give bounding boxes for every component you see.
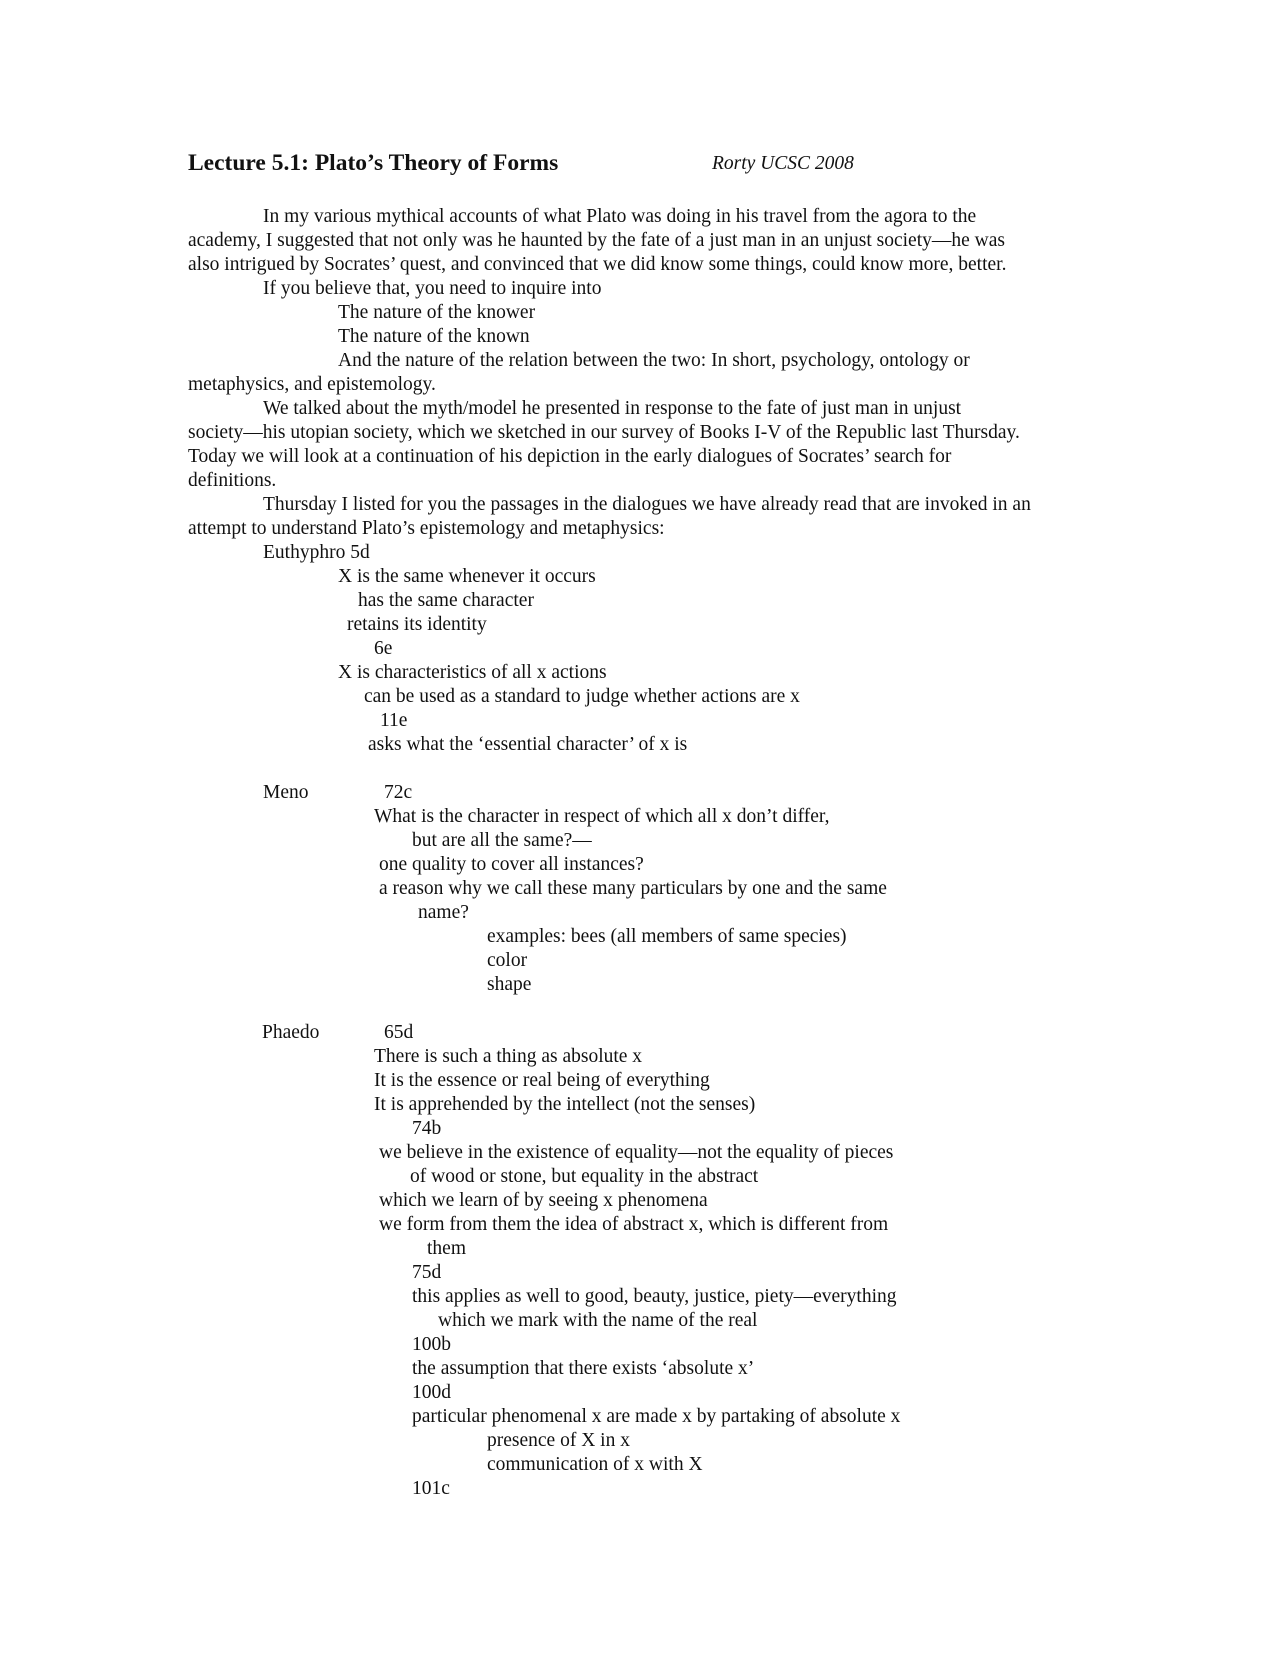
passage-ref: 6e: [374, 638, 393, 659]
text-line: has the same character: [358, 590, 534, 611]
text-line: a reason why we call these many particulars by one and the same: [379, 878, 887, 899]
author-line: Rorty UCSC 2008: [712, 153, 854, 174]
text-line: attempt to understand Plato’s epistemology and metaphysics:: [188, 518, 665, 539]
text-line: presence of X in x: [487, 1430, 630, 1451]
passage-ref: 100b: [412, 1334, 451, 1355]
passage-ref: 11e: [380, 710, 408, 731]
passage-ref: 65d: [384, 1022, 414, 1043]
passage-ref: 75d: [412, 1262, 442, 1283]
text-line: also intrigued by Socrates’ quest, and convinced that we did know some things, could know more, better.: [188, 254, 1007, 275]
dialogue-heading: Phaedo: [262, 1022, 320, 1043]
text-line: It is the essence or real being of everything: [374, 1070, 710, 1091]
text-line: particular phenomenal x are made x by partaking of absolute x: [412, 1406, 901, 1427]
passage-ref: 74b: [412, 1118, 442, 1139]
text-line: examples: bees (all members of same species): [487, 926, 847, 947]
lecture-title: Lecture 5.1: Plato’s Theory of Forms: [188, 150, 559, 176]
text-line: The nature of the known: [338, 326, 530, 347]
text-line: one quality to cover all instances?: [379, 854, 644, 875]
text-line: If you believe that, you need to inquire into: [263, 278, 602, 299]
text-line: metaphysics, and epistemology.: [188, 374, 436, 395]
text-line: Today we will look at a continuation of his depiction in the early dialogues of Socrates’ search for: [188, 446, 952, 467]
text-line: can be used as a standard to judge whether actions are x: [364, 686, 800, 707]
text-line: What is the character in respect of which all x don’t differ,: [374, 806, 830, 827]
text-line: asks what the ‘essential character’ of x is: [368, 734, 688, 755]
text-line: them: [427, 1238, 466, 1259]
passage-ref: 72c: [384, 782, 413, 803]
dialogue-heading: Meno: [263, 782, 309, 803]
text-line: which we mark with the name of the real: [438, 1310, 758, 1331]
text-line: of wood or stone, but equality in the abstract: [410, 1166, 759, 1187]
text-line: X is characteristics of all x actions: [338, 662, 607, 683]
text-line: this applies as well to good, beauty, justice, piety—everything: [412, 1286, 897, 1307]
text-line: And the nature of the relation between the two: In short, psychology, ontology or: [338, 350, 970, 371]
dialogue-heading: Euthyphro 5d: [263, 542, 370, 563]
text-line: In my various mythical accounts of what Plato was doing in his travel from the agora to the: [263, 206, 977, 227]
text-line: shape: [487, 974, 532, 995]
text-line: X is the same whenever it occurs: [338, 566, 596, 587]
text-line: We talked about the myth/model he presented in response to the fate of just man in unjust: [263, 398, 962, 419]
text-line: we believe in the existence of equality—not the equality of pieces: [379, 1142, 894, 1163]
text-line: we form from them the idea of abstract x, which is different from: [379, 1214, 889, 1235]
text-line: but are all the same?—: [412, 830, 592, 851]
passage-ref: 100d: [412, 1382, 451, 1403]
text-line: definitions.: [188, 470, 277, 491]
text-line: color: [487, 950, 528, 971]
text-line: the assumption that there exists ‘absolute x’: [412, 1358, 755, 1379]
text-line: The nature of the knower: [338, 302, 536, 323]
text-line: It is apprehended by the intellect (not the senses): [374, 1094, 756, 1115]
text-line: academy, I suggested that not only was he haunted by the fate of a just man in an unjust society—he was: [188, 230, 1005, 251]
text-line: retains its identity: [347, 614, 487, 635]
text-line: Thursday I listed for you the passages in the dialogues we have already read that are invoked in an: [263, 494, 1031, 515]
passage-ref: 101c: [412, 1478, 450, 1499]
text-line: name?: [418, 902, 469, 923]
text-line: which we learn of by seeing x phenomena: [379, 1190, 708, 1211]
text-line: There is such a thing as absolute x: [374, 1046, 643, 1067]
text-line: society—his utopian society, which we sketched in our survey of Books I-V of the Republic last Thursday.: [188, 422, 1020, 443]
text-line: communication of x with X: [487, 1454, 703, 1475]
